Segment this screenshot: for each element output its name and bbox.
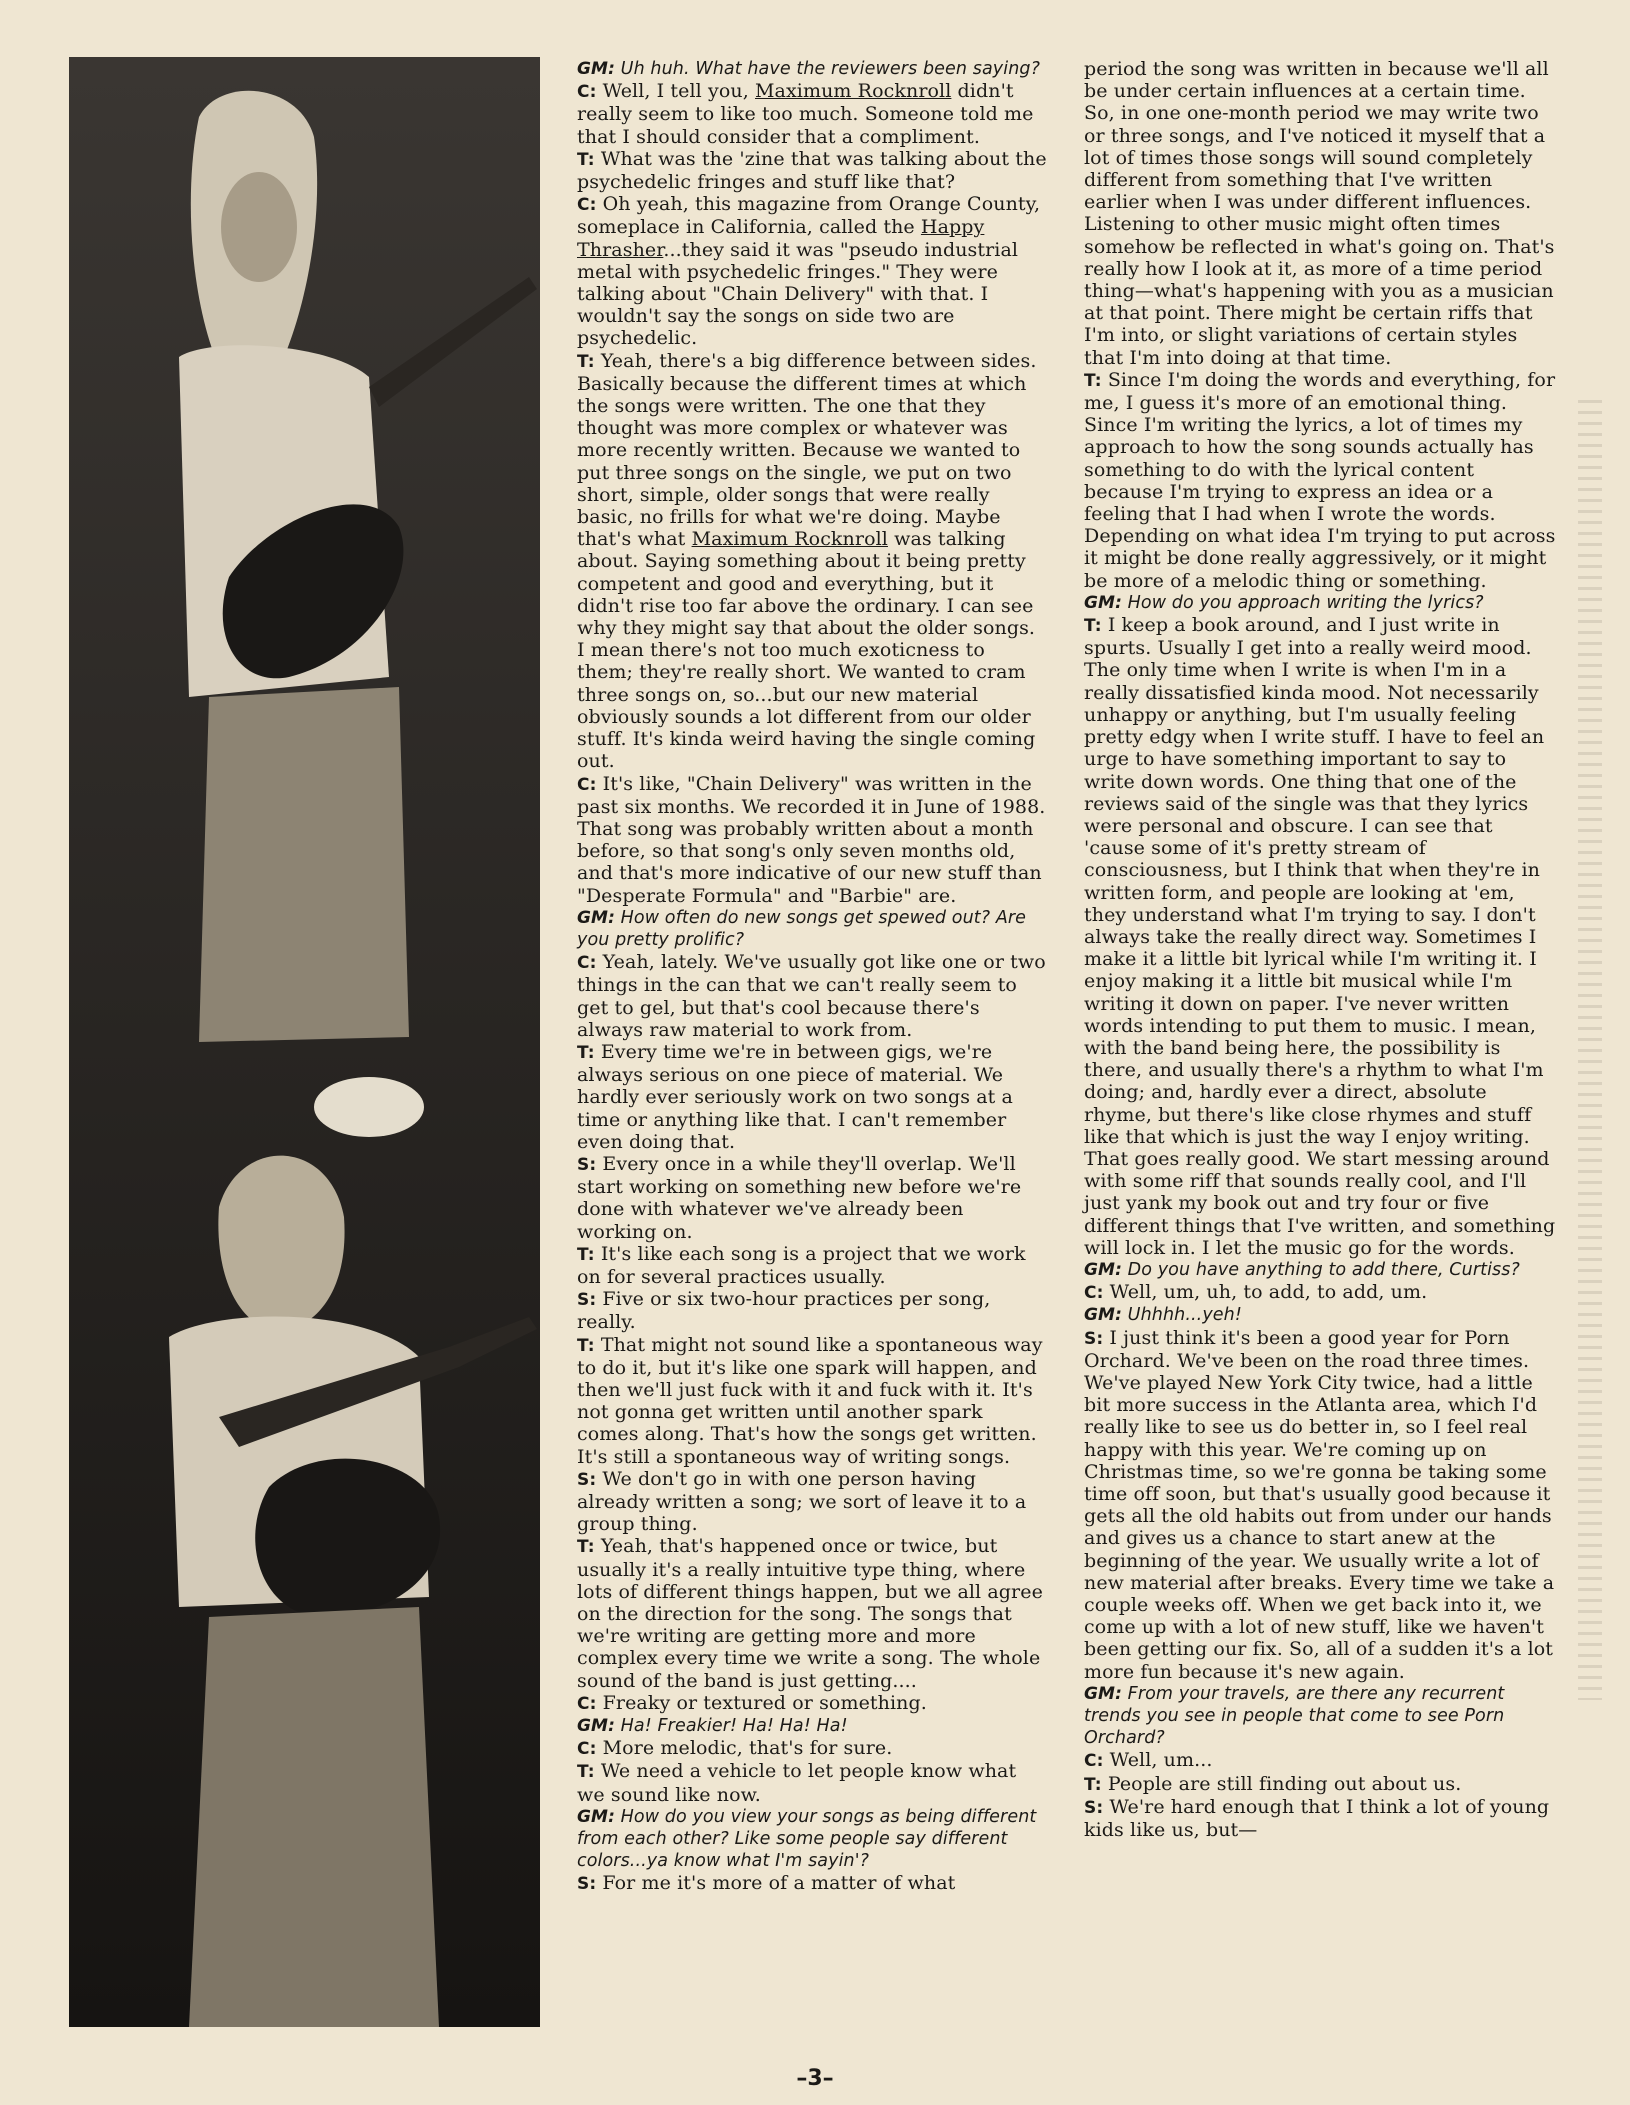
interview-answer — [1084, 58, 1556, 369]
paragraph-text: We're hard enough that I think a lot of young kids like us, but— — [1084, 1795, 1550, 1842]
paragraph-text: I keep a book around, and I just write in spurts. Usually I get into a really weird mood. The only time when I write is when I'm in a really dissatisfied kinda mood. Not necessarily unhappy or anything, but I'm usually feeling pretty edgy when I write stuff. I have to feel an urge to have something important to say to write down words. One thing that one of the reviews said of the single was that they lyrics were personal and obscure. I can see that 'cause some of it's pretty stream of consciousness, but I think that when they're in written form, and people are looking at 'em, they understand what I'm trying to say. I don't always take the really direct way. Sometimes I make it a little bit lyrical while I'm writing it. I enjoy making it a little bit musical while I'm writing it down on paper. I've never written words intending to put them to music. I mean, with the band being here, the possibility is there, and usually there's a rhythm to what I'm doing; and, hardly ever a direct, absolute rhyme, but there's like close rhymes and stuff like that which is just the way I enjoy writing. That goes really good. We start messing around with some riff that sounds really cool, and I'll just yank my book out and try four or five different things that I've written, and something will lock in. I let the music go for the words. — [1084, 614, 1556, 1259]
interview-answer — [1084, 614, 1556, 1259]
paragraph-text: Since I'm doing the words and everything, for me, I guess it's more of an emotional thing. Since I'm writing the lyrics, a lot of times my approach to how the song sounds actually has something to do with the lyrical content because I'm trying to express an idea or a feeling that I had when I wrote the words. Depending on what idea I'm trying to put across it might be done really aggressively, or it might be more of a melodic thing or something. — [1084, 368, 1556, 592]
interview-answer — [577, 80, 1047, 148]
paragraph-text: What was the 'zine that was talking about the psychedelic fringes and stuff like that? — [577, 147, 1047, 194]
page-edge-speckle — [1578, 400, 1602, 1700]
speaker-label: C: — [1084, 1751, 1104, 1772]
publication-title: Maximum Rocknroll — [691, 528, 888, 551]
paragraph-text: Uh huh. What have the reviewers been saying? — [620, 59, 1040, 79]
speaker-label: C: — [577, 953, 597, 974]
paragraph-text: It's like each song is a project that we work on for several practices usually. — [577, 1242, 1026, 1288]
interview-answer — [577, 951, 1047, 1041]
text-column-2 — [1084, 58, 1556, 1841]
speaker-label: T: — [577, 1537, 595, 1558]
interview-answer — [577, 1760, 1047, 1805]
paragraph-text-cont: ...they said it was "pseudo industrial metal with psychedelic fringes." They were talking about "Chain Delivery" with that. I wouldn't say the songs on side two are psychedelic. — [577, 238, 1019, 350]
speaker-label: T: — [1084, 1774, 1102, 1795]
speaker-label: T: — [577, 149, 595, 170]
interview-answer — [577, 1288, 1047, 1333]
speaker-label: GM: — [1084, 1259, 1122, 1280]
speaker-label: GM: — [1084, 1305, 1122, 1326]
speaker-label: T: — [577, 1335, 595, 1356]
interview-answer — [577, 1737, 1047, 1760]
paragraph-text: Well, I tell you, — [602, 80, 755, 103]
speaker-label: C: — [577, 82, 597, 103]
interview-answer — [577, 1041, 1047, 1153]
speaker-label: C: — [577, 195, 597, 216]
paragraph-text: Well, um... — [1109, 1749, 1213, 1772]
paragraph-text: period the song was written in because we'll all be under certain influences at a certain time. So, in one one-month period we may write two or three songs, and I've noticed it myself that a lot of times those songs will sound completely different from something that I've written earlier when I was under different influences. Listening to other music might often times somehow be reflected in what's going on. That's really how I look at it, as more of a time period thing—what's happening with you as a musician at that point. There might be certain riffs that I'm into, or slight variations of certain styles that I'm into doing at that time. — [1084, 58, 1555, 369]
paragraph-text: I just think it's been a good year for Porn Orchard. We've been on the road three times. We've played New York City twice, had a little bit more success in the Atlanta area, which I'd really like to see us do better in, so I feel real happy with this year. We're coming up on Christmas time, so we're gonna be taking some time off soon, but that's usually good because it gets all the old habits out from under our hands and gives us a chance to start anew at the beginning of the year. We usually write a lot of new material after breaks. Every time we take a couple weeks off. When we get back into it, we come up with a lot of new stuff, like we haven't been getting our fix. So, all of a sudden it's a lot more fun because it's new again. — [1084, 1326, 1555, 1683]
publication-title: Maximum Rocknroll — [755, 80, 952, 103]
interview-answer — [1084, 1327, 1556, 1683]
interview-question — [577, 907, 1047, 951]
paragraph-text-cont: didn't really seem to like too much. Someone told me that I should consider that a compliment. — [577, 80, 1034, 148]
paragraph-text: How do you approach writing the lyrics? — [1127, 592, 1484, 613]
speaker-label: S: — [577, 1469, 597, 1490]
paragraph-text: Yeah, lately. We've usually got like one or two things in the can that we can't really seem to get to gel, but that's cool because there's always raw material to work from. — [577, 951, 1046, 1041]
paragraph-text: For me it's more of a matter of what — [602, 1872, 956, 1895]
interview-question — [1084, 592, 1556, 614]
speaker-label: S: — [1084, 1797, 1104, 1818]
interview-answer — [577, 1535, 1047, 1691]
speaker-label: T: — [1084, 616, 1102, 637]
interview-answer — [1084, 1796, 1556, 1841]
speaker-label: C: — [577, 1739, 597, 1760]
speaker-label: C: — [577, 1693, 597, 1714]
interview-answer — [577, 1468, 1047, 1536]
speaker-label: C: — [577, 774, 597, 795]
speaker-label: S: — [577, 1154, 597, 1175]
speaker-label: T: — [577, 1042, 595, 1063]
interview-question — [577, 1806, 1047, 1873]
speaker-label: T: — [1084, 370, 1102, 391]
paragraph-text: It's like, "Chain Delivery" was written in the past six months. We recorded it in June of 1988. That song was probably written about a month before, so that song's only seven months old, and that's more indicative of our new stuff than "Desperate Formula" and "Barbie" are. — [577, 772, 1046, 907]
photo-illustration — [69, 57, 540, 2027]
interview-answer — [577, 148, 1047, 193]
interview-answer — [577, 1243, 1047, 1288]
paragraph-text: Every time we're in between gigs, we're always serious on one piece of material. We hardly ever seriously work on two songs at a time or anything like that. I can't remember even doing that. — [577, 1040, 1013, 1153]
interview-answer — [577, 1692, 1047, 1715]
paragraph-text: Yeah, there's a big difference between sides. Basically because the different times at which the songs were written. The one that they thought was more complex or whatever was more recently written. Because we wanted to put three songs on the single, we put on two short, simple, older songs that were really basic, no frills for what we're doing. Maybe that's what — [577, 349, 1037, 551]
interview-answer — [1084, 369, 1556, 592]
paragraph-text: We don't go in with one person having already written a song; we sort of leave it to a group thing. — [577, 1467, 1027, 1536]
interview-answer — [577, 773, 1047, 907]
interview-question — [1084, 1259, 1556, 1281]
paragraph-text: Every once in a while they'll overlap. We'll start working on something new before we're done with whatever we've already been working on. — [577, 1152, 1022, 1243]
text-column-1 — [577, 58, 1047, 1896]
interview-answer — [577, 1334, 1047, 1468]
paragraph-text: Freaky or textured or something. — [602, 1691, 927, 1714]
publication-title: Happy Thrasher — [577, 216, 985, 261]
paragraph-text: Ha! Freakier! Ha! Ha! Ha! — [620, 1716, 848, 1737]
interview-answer — [1084, 1773, 1556, 1796]
speaker-label: S: — [1084, 1328, 1104, 1349]
speaker-label: T: — [577, 1244, 595, 1265]
speaker-label: T: — [577, 1762, 595, 1783]
speaker-label: S: — [577, 1874, 597, 1895]
page-number: –3– — [796, 2066, 834, 2091]
interview-answer — [577, 350, 1047, 773]
paragraph-text: Oh yeah, this magazine from Orange County, someplace in California, called the — [577, 193, 1041, 239]
speaker-label: C: — [1084, 1283, 1104, 1304]
speaker-label: GM: — [1084, 1683, 1122, 1704]
speaker-label: GM: — [577, 907, 615, 928]
paragraph-text: We need a vehicle to let people know what we sound like now. — [577, 1760, 1017, 1806]
interview-question — [577, 58, 1047, 80]
paragraph-text: People are still finding out about us. — [1107, 1772, 1462, 1795]
interview-answer — [577, 193, 1047, 349]
paragraph-text: From your travels, are there any recurrent trends you see in people that come to see Porn Orchard? — [1084, 1683, 1505, 1749]
paragraph-text: Five or six two-hour practices per song, really. — [577, 1288, 991, 1334]
paragraph-text-cont: was talking about. Saying something about it being pretty competent and good and everything, but it didn't rise too far above the ordinary. I can see why they might say that about the older songs. I mean there's not too much exoticness to them; they're really short. We wanted to cram three songs on, so...but our new material obviously sounds a lot different from our older stuff. It's kinda weird having the single coming out. — [577, 528, 1036, 773]
speaker-label: GM: — [577, 1716, 615, 1737]
interview-answer — [1084, 1749, 1556, 1772]
interview-answer — [577, 1153, 1047, 1243]
interview-question — [577, 1715, 1047, 1737]
paragraph-text: Yeah, that's happened once or twice, but usually it's a really intuitive type thing, where lots of different things happen, but we all agree on the direction for the song. The songs that we're writing are getting more and more complex every time we write a song. The whole sound of the band is just getting.... — [577, 1535, 1043, 1692]
paragraph-text: How do you view your songs as being different from each other? Like some people say different colors...ya know what I'm sayin'? — [577, 1806, 1037, 1872]
interview-question — [1084, 1304, 1556, 1326]
speaker-label: GM: — [577, 59, 615, 79]
speaker-label: GM: — [1084, 592, 1122, 613]
speaker-label: GM: — [577, 1806, 615, 1827]
paragraph-text: That might not sound like a spontaneous way to do it, but it's like one spark will happen, and then we'll just fuck with it and fuck with it. It's not gonna get written until another spark comes along. That's how the songs get written. It's still a spontaneous way of writing songs. — [577, 1333, 1043, 1468]
paragraph-text: More melodic, that's for sure. — [602, 1737, 893, 1760]
paragraph-text: Do you have anything to add there, Curtiss? — [1127, 1259, 1520, 1280]
paragraph-text: How often do new songs get spewed out? Are you pretty prolific? — [577, 907, 1027, 950]
interview-question — [1084, 1683, 1556, 1750]
paragraph-text: Uhhhh...yeh! — [1127, 1305, 1242, 1326]
interview-answer — [577, 1872, 1047, 1895]
band-performance-photo — [69, 57, 540, 2027]
paragraph-text: Well, um, uh, to add, to add, um. — [1109, 1281, 1428, 1304]
speaker-label: S: — [577, 1290, 597, 1311]
speaker-label: T: — [577, 351, 595, 372]
interview-answer — [1084, 1281, 1556, 1304]
